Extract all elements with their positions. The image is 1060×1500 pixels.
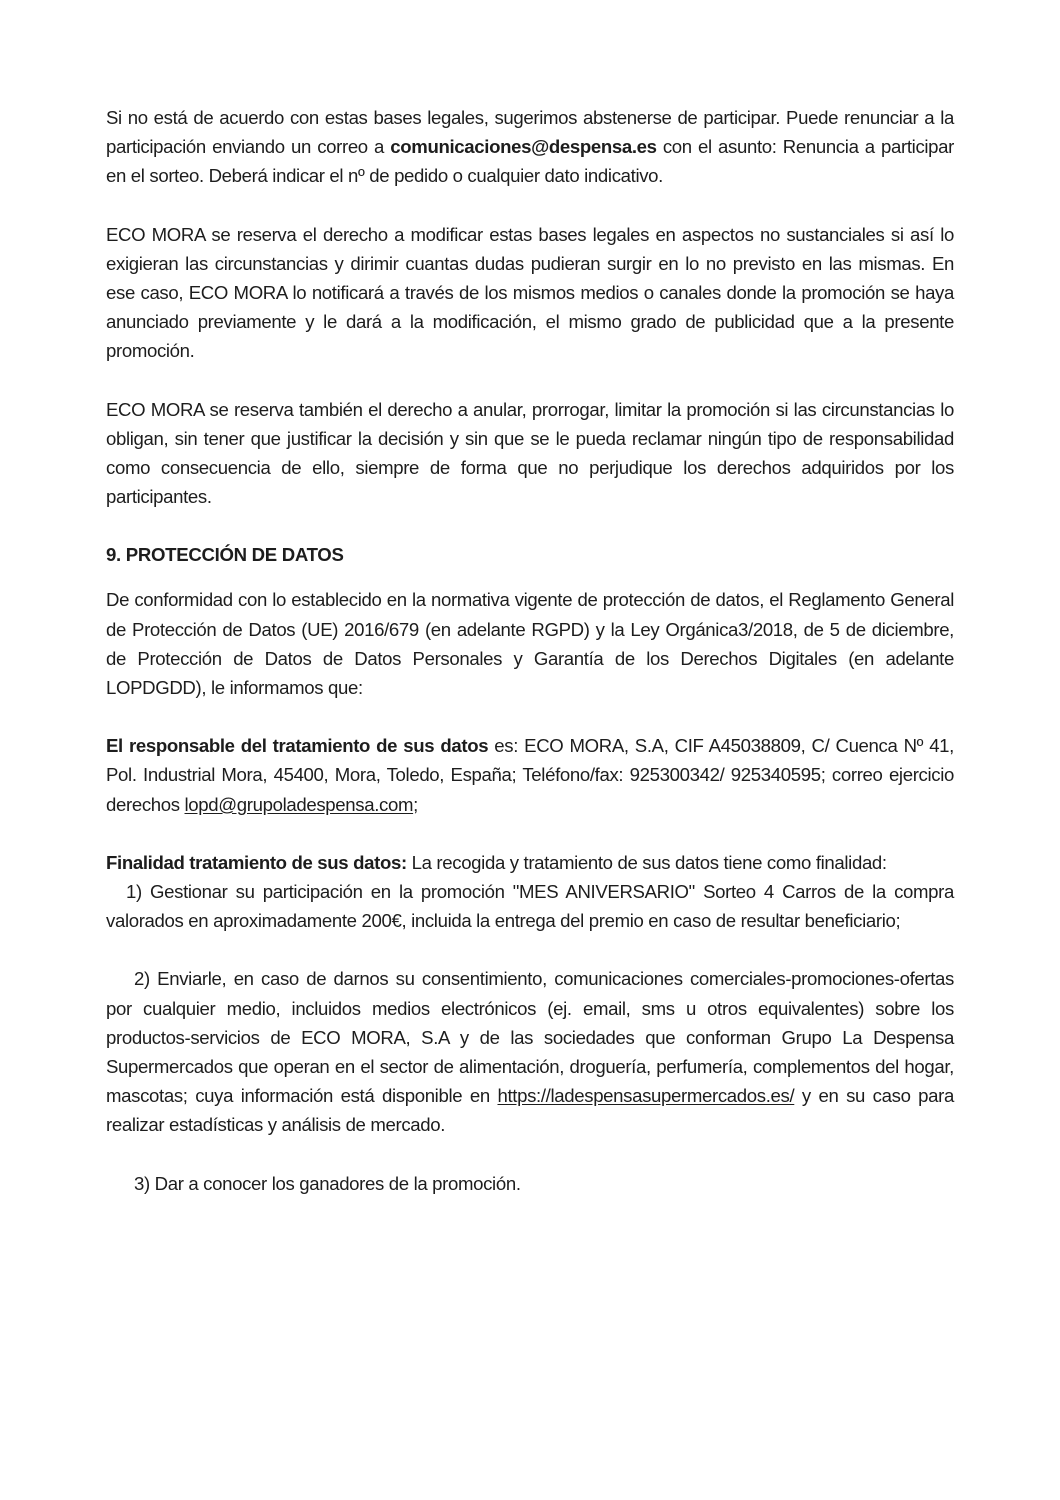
spacer xyxy=(106,702,954,731)
withdrawal-text-b: con el asunto: Renuncia a participar en el sorteo. Deberá indicar el nº de pedido o cualquier dato indicativo. xyxy=(106,136,954,187)
purpose-paragraph xyxy=(106,848,954,877)
purpose-text: La recogida y tratamiento de sus datos tiene como finalidad: xyxy=(406,851,887,873)
spacer xyxy=(106,511,954,540)
purpose-item-1: 1) Gestionar su participación en la promoción "MES ANIVERSARIO" Sorteo 4 Carros de la compra valorados en aproximadamente 200€, incluida la entrega del premio en caso de resultar beneficiario; xyxy=(106,881,954,932)
modification-paragraph: ECO MORA se reserva el derecho a modificar estas bases legales en aspectos no sustanciales si así lo exigieran las circunstancias y dirimir cuantas dudas pudieran surgir en lo no previsto en las mismas. En ese caso, ECO MORA lo notificará a través de los mismos medios o canales donde la promoción se haya anunciado previamente y le dará a la modificación, el mismo grado de publicidad que a la presente promoción. xyxy=(106,223,954,362)
controller-paragraph xyxy=(106,731,954,819)
data-protection-intro: De conformidad con lo establecido en la normativa vigente de protección de datos, el Reglamento General de Protección de Datos (UE) 2016/679 (en adelante RGPD) y la Ley Orgánica3/2018, de 5 de diciembre, de Protección de Datos de Datos Personales y Garantía de los Derechos Digitales (en adelante LOPDGDD), le informamos que: xyxy=(106,589,954,699)
controller-label: El responsable del tratamiento de sus datos xyxy=(106,735,489,757)
purpose-label: Finalidad tratamiento de sus datos: xyxy=(106,851,407,873)
cancellation-paragraph: ECO MORA se reserva también el derecho a anular, prorrogar, limitar la promoción si las circunstancias lo obligan, sin tener que justificar la decisión y sin que se le pueda reclamar ningún tipo de responsabilidad como consecuencia de ello, siempre de forma que no perjudique los derechos adquiridos por los participantes. xyxy=(106,398,954,508)
purpose-item-2-text-b: y en su caso para realizar estadísticas y análisis de mercado. xyxy=(106,1085,955,1136)
purpose-item-3: 3) Dar a conocer los ganadores de la promoción. xyxy=(134,1172,521,1194)
lopd-email-link[interactable]: lopd@grupoladespensa.com xyxy=(184,793,414,815)
withdrawal-email: comunicaciones@despensa.es xyxy=(390,136,657,158)
spacer xyxy=(106,935,954,964)
document-page xyxy=(106,103,954,1198)
section-heading-data-protection: 9. PROTECCIÓN DE DATOS xyxy=(106,544,344,566)
purpose-item-2-text-a: 2) Enviarle, en caso de darnos su consentimiento, comunicaciones comerciales-promociones-ofertas por cualquier medio, incluidos medios electrónicos (ej. email, sms u otros equivalentes) sobre los productos-servicios de ECO MORA, S.A y de las sociedades que conforman Grupo La Despensa Supermercados que operan en el sector de alimentación, droguería, perfumería, complementos del hogar, mascotas; cuya información está disponible en xyxy=(106,968,954,1107)
spacer xyxy=(106,366,954,395)
purpose-item-2 xyxy=(106,964,954,1139)
withdrawal-text-a: Si no está de acuerdo con estas bases legales, sugerimos abstenerse de participar. Puede renunciar a la participación enviando un correo a xyxy=(106,107,954,158)
controller-tail: ; xyxy=(413,793,418,815)
website-link[interactable]: https://ladespensasupermercados.es/ xyxy=(497,1085,795,1107)
spacer xyxy=(106,569,954,585)
controller-text: es: ECO MORA, S.A, CIF A45038809, C/ Cuenca Nº 41, Pol. Industrial Mora, 45400, Mora, Toledo, España; Teléfono/fax: 925300342/ 925340595; correo ejercicio derechos xyxy=(106,735,954,815)
spacer xyxy=(106,191,954,220)
withdrawal-paragraph xyxy=(106,103,954,191)
spacer xyxy=(106,1140,954,1169)
spacer xyxy=(106,819,954,848)
